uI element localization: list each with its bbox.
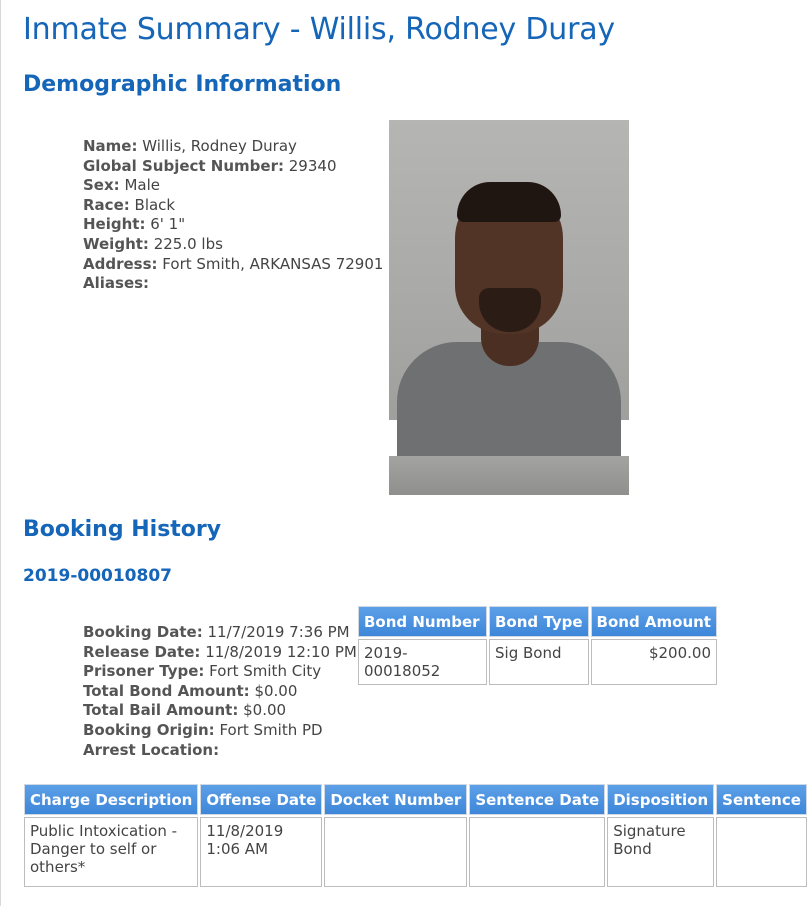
field-label: Weight: xyxy=(83,234,149,253)
sentence-date-cell xyxy=(469,817,605,887)
field-label: Booking Date: xyxy=(83,623,203,641)
page-title: Inmate Summary - Willis, Rodney Duray xyxy=(23,12,615,47)
field-name xyxy=(83,137,383,157)
charge-table xyxy=(22,782,809,889)
field-label: Arrest Location: xyxy=(83,740,220,759)
field-arrest-location xyxy=(83,741,357,761)
field-label: Release Date: xyxy=(83,642,201,661)
field-label: Sex: xyxy=(83,176,120,195)
field-value: 29340 xyxy=(288,156,337,175)
booking-history-heading: Booking History xyxy=(23,517,222,542)
bond-amount-cell: $200.00 xyxy=(591,639,717,685)
field-value: Willis, Rodney Duray xyxy=(142,137,297,155)
column-header-bond-number[interactable]: Bond Number xyxy=(358,606,487,637)
column-header-bond-type[interactable]: Bond Type xyxy=(489,606,589,637)
mugshot-panel xyxy=(389,120,629,440)
field-value: 11/8/2019 12:10 PM xyxy=(205,642,357,661)
column-header-sentence-date[interactable]: Sentence Date xyxy=(469,784,605,815)
demographics-fields xyxy=(83,137,383,294)
booking-number: 2019-00010807 xyxy=(23,566,172,586)
field-aliases xyxy=(83,274,383,294)
field-label: Aliases: xyxy=(83,274,150,293)
column-header-offense-date[interactable]: Offense Date xyxy=(200,784,322,815)
field-address xyxy=(83,255,383,275)
field-label: Race: xyxy=(83,195,130,214)
bond-table-header-row xyxy=(358,606,717,637)
field-value: Fort Smith City xyxy=(209,662,322,681)
second-photo-thumbnail[interactable] xyxy=(389,456,629,495)
field-total-bail-amount xyxy=(83,701,357,721)
field-weight xyxy=(83,235,383,255)
field-total-bond-amount xyxy=(83,682,357,702)
column-header-sentence[interactable]: Sentence xyxy=(716,784,807,815)
docket-number-cell xyxy=(324,817,467,887)
mugshot-photo xyxy=(389,120,629,420)
field-release-date xyxy=(83,643,357,663)
column-header-docket-number[interactable]: Docket Number xyxy=(324,784,467,815)
field-value: Fort Smith, ARKANSAS 72901 xyxy=(162,254,384,273)
field-value: $0.00 xyxy=(243,701,287,720)
field-value: Fort Smith PD xyxy=(219,720,323,739)
sentence-cell xyxy=(716,817,807,887)
charge-table-header-row xyxy=(24,784,807,815)
field-value: Black xyxy=(134,195,176,214)
field-value: 225.0 lbs xyxy=(153,234,223,253)
field-value: 11/7/2019 7:36 PM xyxy=(207,623,350,641)
field-label: Total Bond Amount: xyxy=(83,681,250,700)
field-value: $0.00 xyxy=(254,681,298,700)
field-value: 6' 1" xyxy=(150,215,186,234)
field-booking-origin xyxy=(83,721,357,741)
booking-fields xyxy=(83,623,357,760)
field-global-subject-number xyxy=(83,157,383,177)
field-label: Name: xyxy=(83,137,138,155)
column-header-disposition[interactable]: Disposition xyxy=(607,784,714,815)
field-label: Address: xyxy=(83,254,158,273)
column-header-bond-amount[interactable]: Bond Amount xyxy=(591,606,717,637)
field-height xyxy=(83,215,383,235)
field-label: Height: xyxy=(83,215,146,234)
table-row xyxy=(358,639,717,685)
field-label: Global Subject Number: xyxy=(83,156,284,175)
field-sex xyxy=(83,176,383,196)
field-prisoner-type xyxy=(83,662,357,682)
mugshot-hair xyxy=(457,182,561,222)
field-label: Total Bail Amount: xyxy=(83,701,239,720)
table-row xyxy=(24,817,807,887)
charge-description-cell: Public Intoxication - Danger to self or others* xyxy=(24,817,198,887)
column-header-charge-description[interactable]: Charge Description xyxy=(24,784,198,815)
bond-table xyxy=(356,604,719,687)
field-race xyxy=(83,196,383,216)
disposition-cell: Signature Bond xyxy=(607,817,714,887)
field-label: Prisoner Type: xyxy=(83,662,205,681)
bond-number-cell: 2019-00018052 xyxy=(358,639,487,685)
field-label: Booking Origin: xyxy=(83,720,215,739)
offense-date-cell: 11/8/2019 1:06 AM xyxy=(200,817,322,887)
field-value: Male xyxy=(124,176,160,195)
bond-type-cell: Sig Bond xyxy=(489,639,589,685)
field-booking-date xyxy=(83,623,357,643)
demographics-heading: Demographic Information xyxy=(23,72,342,97)
